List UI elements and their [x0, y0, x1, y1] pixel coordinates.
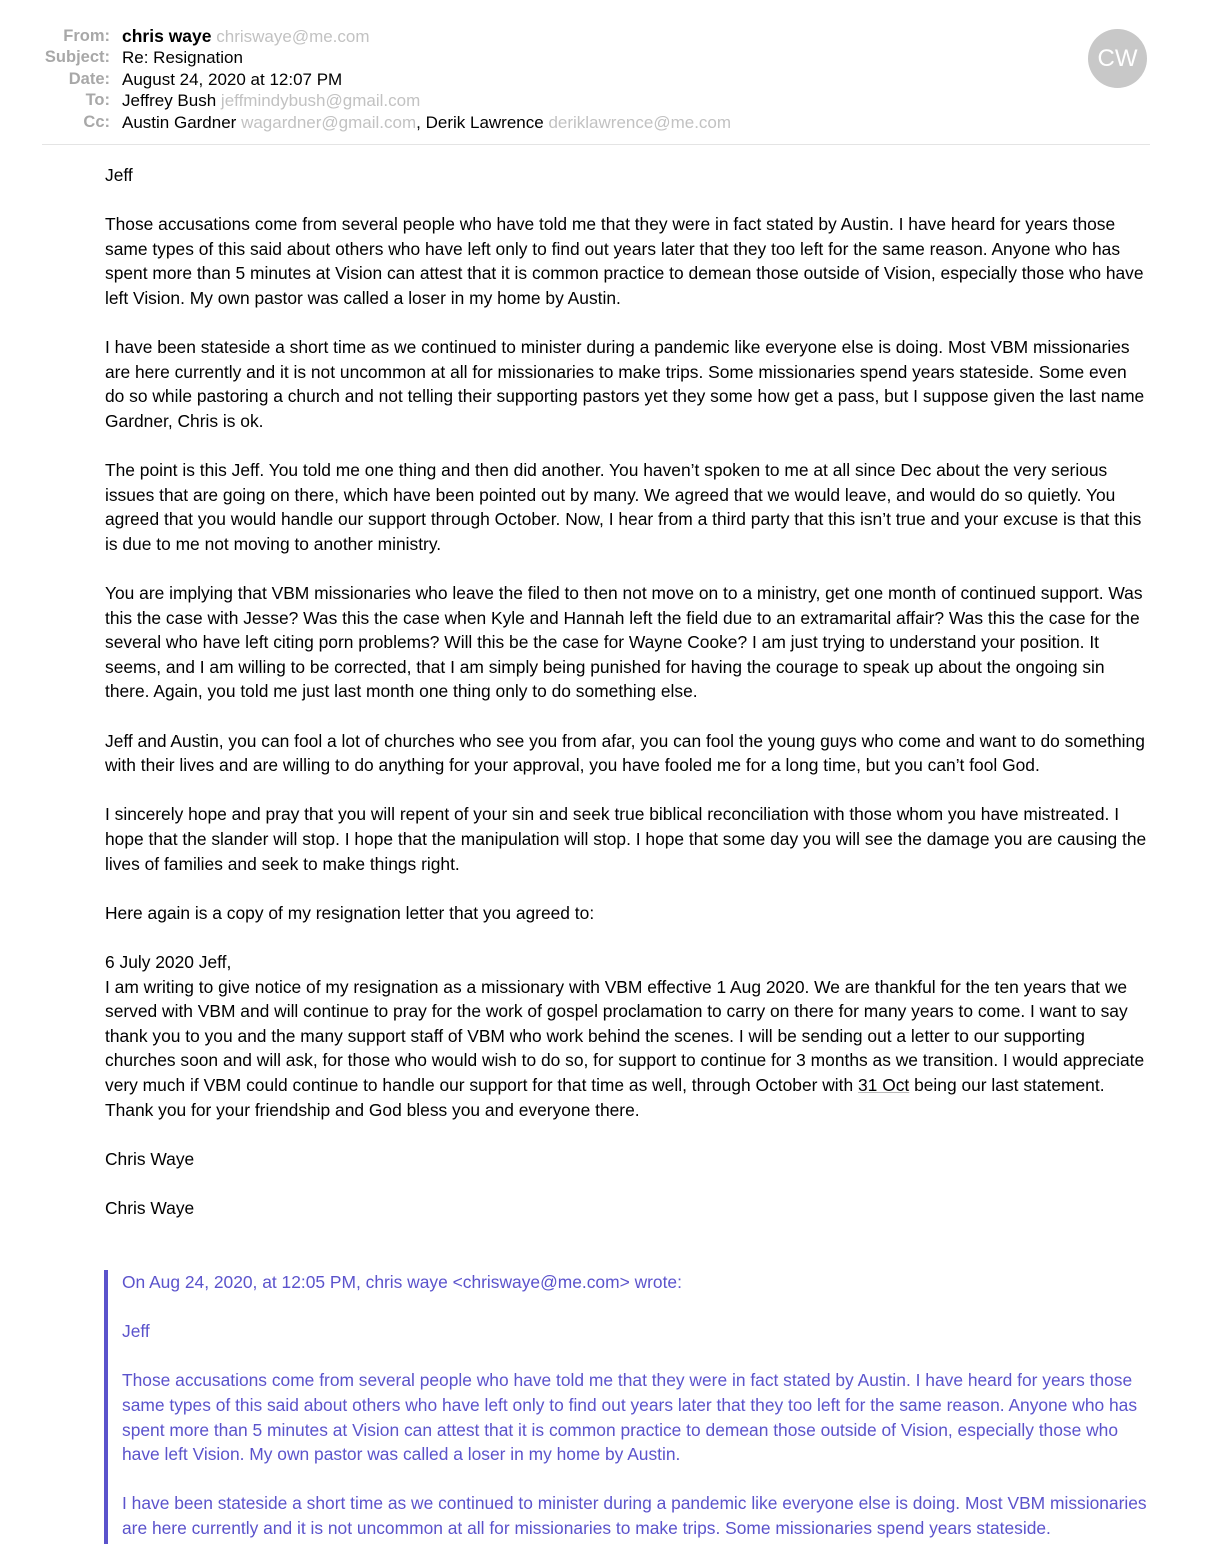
subject-label: Subject:: [44, 48, 110, 67]
email-header: [0, 26, 1205, 133]
signature: Chris Waye: [105, 1197, 195, 1218]
paragraph: Jeff and Austin, you can fool a lot of churches who see you from afar, you can fool the young guys who come and want to do something with their lives and are willing to do anything for your approval, you have fooled me for a long time, but you can’t fool God.: [105, 730, 1145, 776]
cc-email[interactable]: deriklawrence@me.com: [548, 112, 732, 132]
quoted-message: [104, 1270, 1150, 1544]
cc-email[interactable]: wagardner@gmail.com: [241, 112, 417, 132]
date-row: [0, 69, 1205, 90]
quote-greeting: Jeff: [122, 1321, 150, 1342]
to-row: [0, 90, 1205, 111]
subject-row: [0, 47, 1205, 68]
letter-text: being our last statement. Thank you for your friendship and God bless you and everyone there.: [105, 1074, 1105, 1120]
recipient-email[interactable]: jeffmindybush@gmail.com: [220, 91, 421, 111]
date-text: August 24, 2020 at 12:07 PM: [122, 69, 343, 89]
cc-name[interactable]: Derik Lawrence: [425, 112, 544, 132]
date-link[interactable]: 31 Oct: [858, 1074, 910, 1095]
cc-row: [0, 112, 1205, 133]
cc-separator: ,: [416, 112, 421, 132]
quote-paragraph: I have been stateside a short time as we continued to minister during a pandemic like everyone else is doing. Most VBM missionaries are here currently and it is not uncommon at all for missionaries to make trips. Some missionaries spend years stateside.: [122, 1493, 1147, 1538]
paragraph: I have been stateside a short time as we continued to minister during a pandemic like everyone else is doing. Most VBM missionaries are here currently and it is not uncommon at all for missionaries to make trips. Some missionaries spend years stateside. Some even do so while pastoring a church and not telling their supporting pastors yet they some how get a pass, but I suppose given the last name Gardner, Chris is ok.: [105, 337, 1145, 431]
paragraph: The point is this Jeff. You told me one thing and then did another. You haven’t spoken to me at all since Dec about the very serious issues that are going on there, which have been pointed out by many. We agreed that we would leave, and would do so quietly. You agreed that you would handle our support through October. Now, I hear from a third party that this isn’t true and your excuse is that this is due to me not moving to another ministry.: [105, 460, 1142, 554]
greeting: Jeff: [105, 165, 133, 185]
avatar: CW: [1088, 29, 1147, 88]
paragraph: Those accusations come from several people who have told me that they were in fact stated by Austin. I have heard for years those same types of this said about others who have left only to find out years later that they too left for the same reason. Anyone who has spent more than 5 minutes at Vision can attest that it is common practice to demean those outside of Vision, especially those who have left Vision. My own pastor was called a loser in my home by Austin.: [105, 214, 1144, 308]
from-label: From:: [63, 27, 110, 45]
subject-text: Re: Resignation: [122, 48, 243, 68]
message-body: [105, 163, 1150, 1245]
paragraph: I sincerely hope and pray that you will repent of your sin and seek true biblical reconciliation with those whom you have mistreated. I hope that the slander will stop. I hope that the manipulation will stop. I hope that some day you will see the damage you are causing the lives of families and seek to make things right.: [105, 804, 1147, 874]
paragraph: Here again is a copy of my resignation letter that you agreed to:: [105, 902, 595, 923]
signature: Chris Waye: [105, 1148, 195, 1169]
to-label: To:: [85, 91, 110, 110]
letter-body: [105, 975, 1150, 1123]
cc-label: Cc:: [83, 112, 110, 131]
letter-opening: 6 July 2020 Jeff,: [105, 952, 232, 972]
quote-attribution: On Aug 24, 2020, at 12:05 PM, chris waye <chriswaye@me.com> wrote:: [122, 1272, 682, 1292]
sender-name[interactable]: chris waye: [122, 26, 212, 46]
cc-name[interactable]: Austin Gardner: [122, 112, 237, 132]
header-divider: [42, 144, 1150, 145]
from-row: [0, 26, 1205, 47]
date-label: Date:: [68, 69, 110, 88]
quote-paragraph: Those accusations come from several people who have told me that they were in fact stated by Austin. I have heard for years those same types of this said about others who have left only to find out years later that they too left for the same reason. Anyone who has spent more than 5 minutes at Vision can attest that it is common practice to demean those outside of Vision, especially those who have left Vision. My own pastor was called a loser in my home by Austin.: [122, 1370, 1138, 1465]
recipient-name[interactable]: Jeffrey Bush: [122, 91, 217, 111]
paragraph: You are implying that VBM missionaries who leave the filed to then not move on to a ministry, get one month of continued support. Was this the case with Jesse? Was this the case when Kyle and Hannah left the field due to an extramarital affair? Was this the case for the several who have left citing porn problems? Will this be the case for Wayne Cooke? I am just trying to understand your position. It seems, and I am willing to be corrected, that I am simply being punished for having the courage to speak up about the ongoing sin there. Again, you told me just last month one thing only to do something else.: [105, 583, 1143, 702]
sender-email[interactable]: chriswaye@me.com: [216, 27, 370, 46]
letter-text: I am writing to give notice of my resignation as a missionary with VBM effective 1 Aug 2020. We are thankful for the ten years that we served with VBM and will continue to pray for the work of gospel proclamation to carry on there for many years to come. I want to say thank you to you and the many support staff of VBM who work behind the scenes. I will be sending out a letter to our supporting churches soon and will ask, for those who would wish to do so, for support to continue for 3 months as we transition. I would appreciate very much if VBM could continue to handle our support for that time as well, through October with: [105, 976, 1145, 1095]
